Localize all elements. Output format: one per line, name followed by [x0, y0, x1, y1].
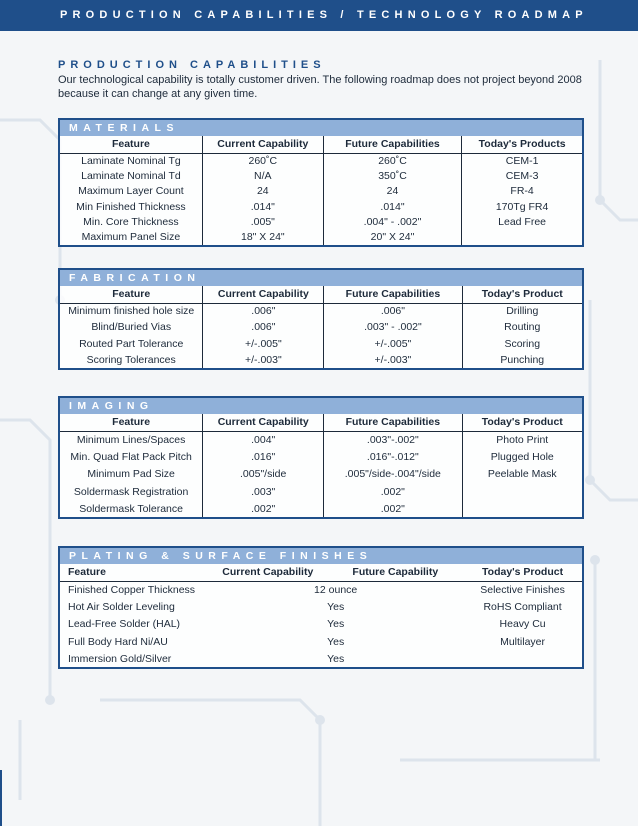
table-cell: .004" - .002"	[323, 214, 461, 229]
header-title: PRODUCTION CAPABILITIES / TECHNOLOGY ROADMAP	[60, 9, 588, 21]
table-cell: Multilayer	[500, 635, 546, 648]
table-row	[60, 616, 582, 633]
column-header: Feature	[60, 564, 208, 581]
column-header: Feature	[60, 414, 203, 431]
table-cell: Full Body Hard Ni/AU	[68, 635, 168, 648]
table-cell: Laminate Nominal Tg	[81, 154, 181, 167]
table-cell	[463, 650, 582, 667]
table-cell: Peelable Mask	[462, 466, 582, 483]
table-cell: N/A	[202, 168, 323, 183]
imaging-panel	[58, 396, 584, 519]
table-cell: 260˚C	[202, 153, 323, 168]
table-cell: Lead Free	[462, 214, 582, 229]
imaging-table	[60, 414, 582, 517]
table-row	[60, 466, 582, 483]
column-header: Feature	[60, 136, 202, 153]
table-cell: +/-.005"	[203, 336, 324, 352]
table-row	[60, 303, 582, 319]
table-cell: Soldermask Tolerance	[79, 502, 183, 515]
table-cell: 350˚C	[323, 168, 461, 183]
table-cell: 20" X 24"	[323, 229, 461, 244]
table-header-row	[60, 564, 582, 581]
table-cell: Punching	[462, 352, 582, 368]
intro-text: Our technological capability is totally customer driven. The following roadmap does not project beyond 2008 because it can change at any given time.	[58, 74, 582, 100]
table-cell: Photo Print	[462, 431, 582, 448]
table-cell: 12 ounce	[314, 583, 358, 596]
table-cell: .014"	[202, 199, 323, 214]
table-cell: .003"-.002"	[324, 431, 462, 448]
table-cell	[462, 500, 582, 517]
table-cell: .003"	[203, 483, 324, 500]
fabrication-panel	[58, 268, 584, 370]
table-cell: Soldermask Registration	[73, 485, 189, 498]
table-cell: Drilling	[462, 303, 582, 319]
table-cell: Maximum Panel Size	[81, 231, 181, 244]
table-row	[60, 184, 582, 199]
table-cell: Immersion Gold/Silver	[68, 652, 172, 665]
plating-panel	[58, 546, 584, 669]
table-cell: Yes	[327, 635, 345, 648]
table-cell: +/-.003"	[324, 352, 462, 368]
table-cell: Hot Air Solder Leveling	[68, 600, 175, 613]
table-cell: Blind/Buried Vias	[91, 321, 172, 334]
column-header: Today's Product	[462, 286, 582, 303]
column-header: Current Capability	[203, 286, 324, 303]
table-cell: .005"	[202, 214, 323, 229]
table-cell: Scoring Tolerances	[86, 354, 176, 367]
panel-heading: IMAGING	[60, 398, 582, 414]
column-header: Today's Product	[463, 564, 582, 581]
table-cell: 260˚C	[323, 153, 461, 168]
table-row	[60, 229, 582, 244]
panel-heading: PLATING & SURFACE FINISHES	[60, 548, 582, 564]
table-cell: 170Tg FR4	[462, 199, 582, 214]
table-cell: Min Finished Thickness	[76, 200, 186, 213]
panel-heading: FABRICATION	[60, 270, 582, 286]
column-header: Today's Product	[462, 414, 582, 431]
table-cell: +/-.003"	[203, 352, 324, 368]
table-row	[60, 153, 582, 168]
table-cell: .003" - .002"	[324, 319, 462, 335]
table-row	[60, 633, 582, 650]
table-cell: Minimum finished hole size	[68, 305, 195, 318]
table-cell: Maximum Layer Count	[78, 185, 184, 198]
table-cell: Laminate Nominal Td	[81, 169, 181, 182]
table-cell: Yes	[327, 652, 345, 665]
table-row	[60, 431, 582, 448]
table-cell: 24	[323, 184, 461, 199]
table-cell: .002"	[203, 500, 324, 517]
table-cell: Minimum Pad Size	[87, 468, 175, 481]
table-cell	[462, 483, 582, 500]
table-cell: Scoring	[462, 336, 582, 352]
table-row	[60, 319, 582, 335]
column-header: Feature	[60, 286, 203, 303]
table-cell: FR-4	[462, 184, 582, 199]
table-row	[60, 500, 582, 517]
column-header: Future Capability	[327, 564, 463, 581]
table-cell: Yes	[327, 600, 345, 613]
table-cell: 18" X 24"	[202, 229, 323, 244]
table-cell: Minimum Lines/Spaces	[76, 433, 186, 446]
column-header: Future Capabilities	[324, 414, 462, 431]
column-header: Current Capability	[202, 136, 323, 153]
table-row	[60, 199, 582, 214]
table-cell: .016"	[203, 448, 324, 465]
table-cell: CEM-3	[462, 168, 582, 183]
table-cell: .004"	[203, 431, 324, 448]
column-header: Current Capability	[208, 564, 327, 581]
table-header-row	[60, 136, 582, 153]
table-row	[60, 352, 582, 368]
materials-panel	[58, 118, 584, 247]
plating-table	[60, 564, 582, 667]
column-header: Future Capabilities	[324, 286, 462, 303]
fabrication-table	[60, 286, 582, 368]
table-cell: .006"	[203, 303, 324, 319]
table-cell: Heavy Cu	[499, 618, 546, 631]
table-cell: Finished Copper Thickness	[68, 583, 196, 596]
table-row	[60, 168, 582, 183]
table-cell	[462, 229, 582, 244]
table-row	[60, 214, 582, 229]
table-header-row	[60, 414, 582, 431]
table-cell: Plugged Hole	[462, 448, 582, 465]
table-cell: Lead-Free Solder (HAL)	[68, 618, 181, 631]
table-cell: .006"	[203, 319, 324, 335]
column-header: Current Capability	[203, 414, 324, 431]
table-cell: .016"-.012"	[324, 448, 462, 465]
table-cell: .002"	[324, 483, 462, 500]
header-bar	[0, 0, 638, 31]
table-cell: RoHS Compliant	[483, 600, 562, 613]
table-header-row	[60, 286, 582, 303]
table-cell: Routed Part Tolerance	[79, 337, 184, 350]
table-cell: .005"/side-.004"/side	[324, 466, 462, 483]
table-row	[60, 448, 582, 465]
table-cell: .002"	[324, 500, 462, 517]
table-cell: CEM-1	[462, 153, 582, 168]
table-row	[60, 483, 582, 500]
table-row	[60, 650, 582, 667]
table-cell: Min. Core Thickness	[83, 215, 179, 228]
column-header: Future Capabilities	[323, 136, 461, 153]
column-header: Today's Products	[462, 136, 582, 153]
left-accent-bar	[0, 770, 2, 826]
table-row	[60, 336, 582, 352]
table-cell: Selective Finishes	[480, 583, 565, 596]
materials-table	[60, 136, 582, 245]
panel-heading: MATERIALS	[60, 120, 582, 136]
section-title: PRODUCTION CAPABILITIES	[58, 59, 326, 71]
table-cell: 24	[202, 184, 323, 199]
table-cell: Min. Quad Flat Pack Pitch	[70, 450, 192, 463]
table-cell: +/-.005"	[324, 336, 462, 352]
table-row	[60, 581, 582, 598]
table-cell: .014"	[323, 199, 461, 214]
table-cell: Routing	[462, 319, 582, 335]
table-cell: .005"/side	[203, 466, 324, 483]
table-cell: Yes	[327, 618, 345, 631]
table-cell: .006"	[324, 303, 462, 319]
table-row	[60, 598, 582, 615]
